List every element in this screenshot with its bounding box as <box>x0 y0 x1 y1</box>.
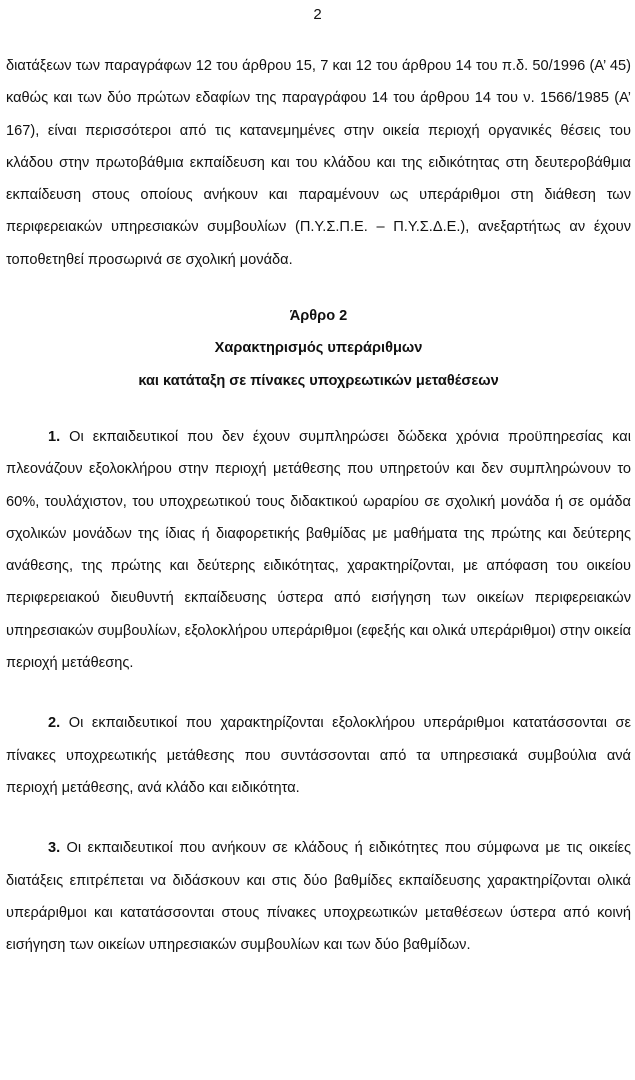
paragraph-text: Οι εκπαιδευτικοί που χαρακτηρίζονται εξολοκλήρου υπεράριθμοι κατατάσσονται σε πίνακες υποχρεωτικής μετάθεσης που συντάσσονται από τα υπηρεσιακά συμβούλια ανά περιοχή μετάθεσης, ανά κλάδο και ειδικότητα. <box>6 715 631 796</box>
article-title-line-2: και κατάταξη σε πίνακες υποχρεωτικών μεταθέσεων <box>138 372 499 389</box>
intro-paragraph: διατάξεων των παραγράφων 12 του άρθρου 15, 7 και 12 του άρθρου 14 του π.δ. 50/1996 (Α’ 45) καθώς και των δύο πρώτων εδαφίων της παραγράφου 14 του άρθρου 14 του ν. 1566/1985 (Α’ 167), είναι περισσότεροι από τις κατανεμημένες στην οικεία περιοχή οργανικές θέσεις του κλάδου στην πρωτοβάθμια εκπαίδευση και του κλάδου και της ειδικότητας στη δευτεροβάθμια εκπαίδευση στους οποίους ανήκουν και παραμένουν ως υπεράριθμοι στη διάθεση των περιφερειακών υπηρεσιακών συμβουλίων (Π.Υ.Σ.Π.Ε. – Π.Υ.Σ.Δ.Ε.), ανεξαρτήτως αν έχουν τοποθετηθεί προσωρινά σε σχολική μονάδα. <box>6 58 631 268</box>
paragraph-number: 3. <box>48 840 61 857</box>
paragraph-3 <box>6 832 631 961</box>
article-header <box>6 300 631 397</box>
paragraph-number: 2. <box>48 715 61 732</box>
document-body <box>0 50 631 961</box>
page-number: 2 <box>313 6 322 23</box>
paragraph-number: 1. <box>48 428 61 445</box>
paragraph-text: Οι εκπαιδευτικοί που ανήκουν σε κλάδους ή ειδικότητες που σύμφωνα με τις οικείες διατάξεις επιτρέπεται να διδάσκουν και στις δύο βαθμίδες εκπαίδευσης χαρακτηρίζονται ολικά υπεράριθμοι και κατατάσσονται στους πίνακες υποχρεωτικών μεταθέσεων ύστερα από κοινή εισήγηση των οικείων υπηρεσιακών συμβουλίων και των δύο βαθμίδων. <box>6 840 631 954</box>
paragraph-1 <box>6 421 631 679</box>
article-heading: Άρθρο 2 <box>289 308 348 325</box>
paragraph-2 <box>6 707 631 804</box>
paragraph-text: Οι εκπαιδευτικοί που δεν έχουν συμπληρώσει δώδεκα χρόνια προϋπηρεσίας και πλεονάζουν εξολοκλήρου στην περιοχή μετάθεσης που υπηρετούν και δεν συμπληρώνουν το 60%, τουλάχιστον, του υποχρεωτικού τους διδακτικού ωραρίου σε σχολική μονάδα ή σε ομάδα σχολικών μονάδων της ίδιας ή διαφορετικής βαθμίδας με μαθήματα της πρώτης και δεύτερης ανάθεσης, της πρώτης και δεύτερης ειδικότητας, χαρακτηρίζονται, με απόφαση του οικείου περιφερειακού διευθυντή εκπαίδευσης ύστερα από εισήγηση των οικείων περιφερειακών υπηρεσιακών συμβουλίων, εξολοκλήρου υπεράριθμοι (εφεξής και ολικά υπεράριθμοι) στην οικεία περιοχή μετάθεσης. <box>6 428 632 672</box>
article-title-line-1: Χαρακτηρισμός υπεράριθμων <box>214 340 423 357</box>
